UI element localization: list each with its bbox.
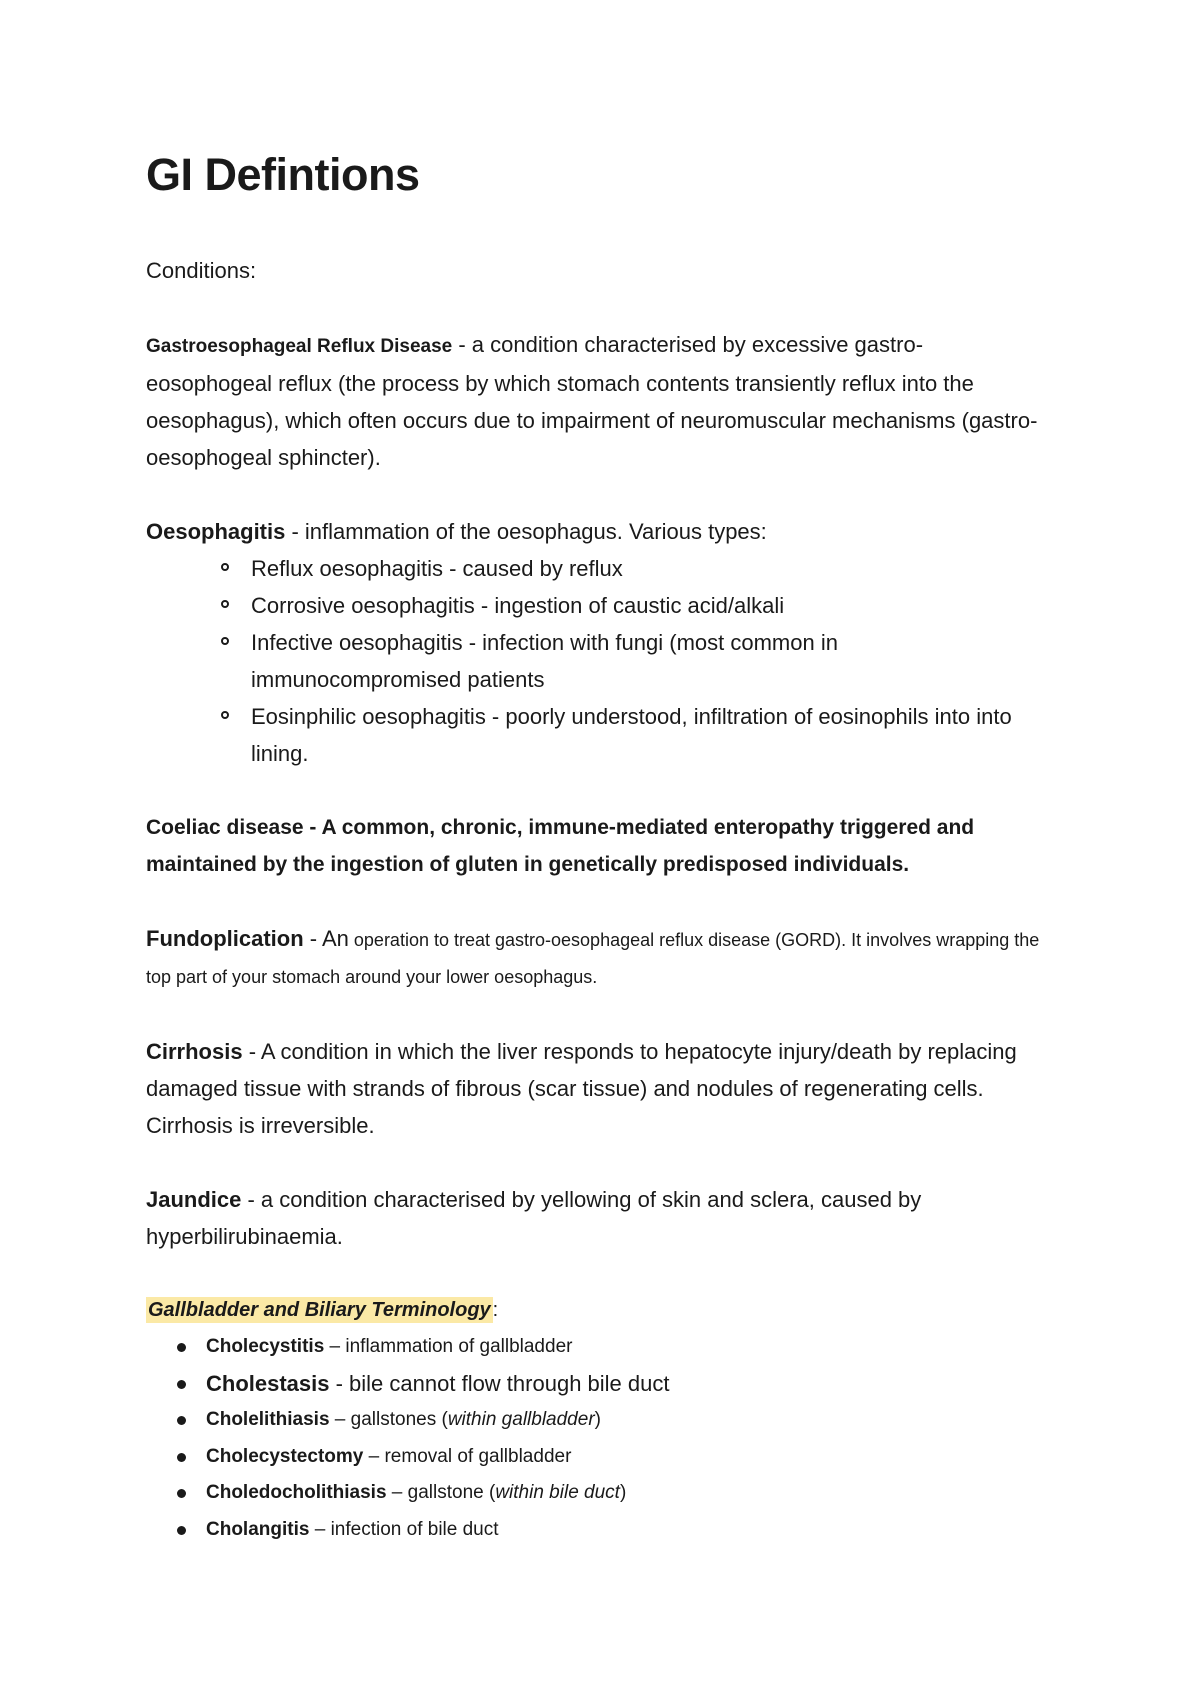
fundoplication-lead: - An [303, 926, 349, 951]
coeliac-text: - A common, chronic, immune-mediated enteropathy triggered and maintained by the ingestion of gluten in genetically predisposed individuals. [146, 816, 975, 876]
document-page [146, 140, 1046, 1548]
jaundice-term: Jaundice [146, 1187, 242, 1212]
list-item: Cholecystitis – inflammation of gallbladder [206, 1329, 1046, 1366]
list-item: Cholestasis - bile cannot flow through bile duct [206, 1366, 1046, 1403]
bullet-dot-icon [177, 1380, 186, 1389]
coeliac-definition [146, 809, 1046, 883]
conditions-label: Conditions: [146, 258, 257, 283]
gord-text: - a condition characterised by excessive gastro-eosophogeal reflux (the process by which stomach contents transiently reflux into the oesophagus), which often occurs due to impairment of neuromuscular mechanisms (gastro-oesophogeal sphincter). [146, 332, 1038, 470]
bullet-dot-icon [177, 1343, 186, 1352]
biliary-heading-colon: : [492, 1299, 499, 1321]
list-item: Choledocholithiasis – gallstone (within bile duct) [206, 1475, 1046, 1512]
bullet-dot-icon [177, 1489, 186, 1498]
cirrhosis-text: - A condition in which the liver responds to hepatocyte injury/death by replacing damaged tissue with strands of fibrous (scar tissue) and nodules of regenerating cells. Cirrhosis is irreversible. [146, 1039, 1017, 1138]
list-item: Cholelithiasis – gallstones (within gallbladder) [206, 1402, 1046, 1439]
list-item: Cholecystectomy – removal of gallbladder [206, 1439, 1046, 1476]
list-item: Cholangitis – infection of bile duct [206, 1512, 1046, 1549]
hollow-bullet-icon [221, 600, 229, 608]
bullet-dot-icon [177, 1416, 186, 1425]
bullet-dot-icon [177, 1453, 186, 1462]
hollow-bullet-icon [221, 563, 229, 571]
gord-term: Gastroesophageal Reflux Disease [146, 336, 453, 357]
oesophagitis-text: - inflammation of the oesophagus. Various types: [285, 519, 767, 544]
hollow-bullet-icon [221, 711, 229, 719]
oesophagitis-definition [146, 513, 1046, 550]
oesophagitis-types-list [146, 550, 1046, 772]
jaundice-text: - a condition characterised by yellowing of skin and sclera, caused by hyperbilirubinaemia. [146, 1187, 922, 1249]
oesophagitis-term: Oesophagitis [146, 519, 286, 544]
list-item: Reflux oesophagitis - caused by reflux [251, 550, 1046, 587]
biliary-heading-highlight: Gallbladder and Biliary Terminology [148, 1299, 491, 1321]
page-title: GI Defintions [146, 149, 420, 200]
gord-definition [146, 326, 1046, 476]
coeliac-term: Coeliac disease [146, 816, 304, 839]
biliary-terms-list [146, 1329, 1046, 1548]
list-item: Infective oesophagitis - infection with fungi (most common in immunocompromised patients [251, 624, 1046, 698]
list-item: Corrosive oesophagitis - ingestion of caustic acid/alkali [251, 587, 1046, 624]
cirrhosis-term: Cirrhosis [146, 1039, 243, 1064]
jaundice-definition [146, 1181, 1046, 1255]
fundoplication-text: operation to treat gastro-oesophageal reflux disease (GORD). It involves wrapping the top part of your stomach around your lower oesophagus. [146, 930, 1040, 987]
fundoplication-definition [146, 920, 1046, 996]
biliary-section-heading [146, 1292, 1046, 1329]
bullet-dot-icon [177, 1526, 186, 1535]
cirrhosis-definition [146, 1033, 1046, 1144]
hollow-bullet-icon [221, 637, 229, 645]
list-item: Eosinphilic oesophagitis - poorly understood, infiltration of eosinophils into into lining. [251, 698, 1046, 772]
fundoplication-term: Fundoplication [146, 926, 304, 951]
